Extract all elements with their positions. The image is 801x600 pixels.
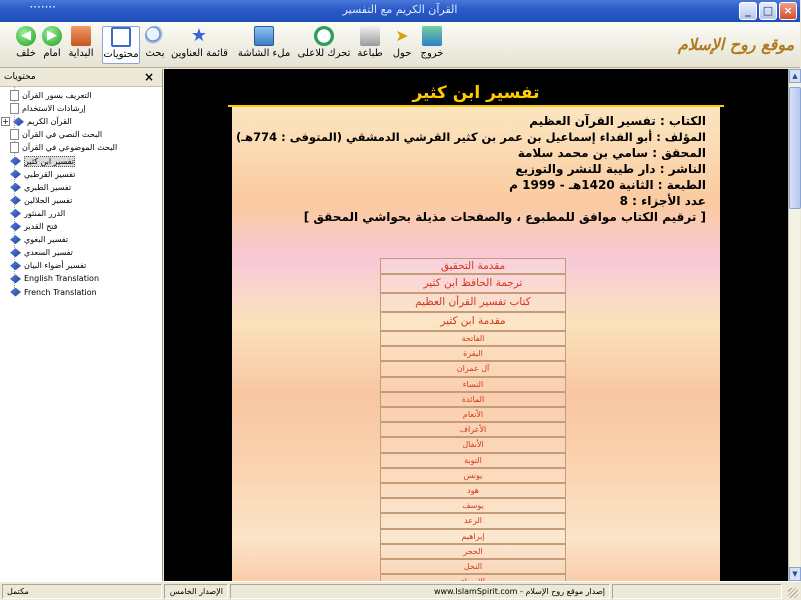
back-button[interactable] [14,26,38,64]
document-icon [10,142,19,153]
exit-button[interactable] [418,26,446,64]
credit-label: إصدار موقع روح الإسلام - www.IslamSpirit.com [230,584,610,599]
scroll-top-label: تحرك للاعلى [297,48,351,59]
minimize-button[interactable]: _ [739,2,757,20]
book-meta-line: المؤلف : أبو الفداء إسماعيل بن عمر بن كثير القرشي الدمشقي (المتوفى : 774هـ) [235,130,706,144]
exit-icon [422,26,442,46]
sidebar-item[interactable] [10,207,65,220]
scroll-top-button[interactable] [296,26,352,64]
book-icon [10,209,21,218]
sidebar-item-label: تفسير البغوي [24,235,69,245]
sidebar-item[interactable] [10,220,58,233]
title-bar [0,0,800,22]
sidebar-item-label: إرشادات الاستخدام [22,104,86,114]
toc-surah-link[interactable]: المائدة [380,392,566,407]
sidebar-item-label: تفسير الطبري [24,182,72,192]
sidebar-item[interactable] [10,102,86,115]
toc-surah-link[interactable]: الأنفال [380,437,566,452]
status-bar [0,581,800,600]
contents-panel-icon [111,27,131,47]
expand-icon[interactable]: + [2,117,9,127]
toc-surah-link[interactable]: هود [380,483,566,498]
book-metadata [235,113,706,225]
sidebar-item[interactable] [10,246,73,259]
favorites-button[interactable] [171,26,227,64]
document-icon [10,103,19,114]
book-heading: تفسير ابن كثير [412,83,540,103]
toc-surah-link[interactable]: الحجر [380,544,566,559]
printer-icon [360,26,380,46]
star-icon: ★ [190,25,208,46]
about-button[interactable] [390,26,414,64]
book-icon [10,183,21,192]
book-icon [10,222,21,231]
favorites-label: قائمة العناوين [171,48,228,59]
book-icon [10,248,21,257]
scroll-up-icon[interactable]: ▲ [789,69,801,83]
scroll-down-icon[interactable]: ▼ [789,567,801,581]
contents-sidebar [0,69,163,581]
fullscreen-button[interactable] [236,26,292,64]
home-icon [71,26,91,46]
screen-icon [254,26,274,46]
content-pane [164,69,788,581]
book-icon [10,170,21,179]
site-logo: موقع روح الإسلام [677,35,795,54]
window-title: القرآن الكريم مع التفسير [342,3,458,16]
close-sidebar-button[interactable]: × [143,70,154,84]
toc-surah-link[interactable]: يوسف [380,498,566,513]
sidebar-item-label: تفسير ابن كثير [25,156,74,166]
forward-label: امام [43,48,61,59]
toc-link[interactable]: ترجمة الحافظ ابن كثير [380,274,566,293]
about-label: حول [392,48,412,59]
sidebar-item-label: التعريف بسور القرآن [22,91,92,100]
app-logo-icon: ꞏꞏꞏꞏꞏꞏꞏ [30,3,57,13]
fullscreen-label: ملء الشاشة [237,48,291,59]
book-meta-line: [ ترقيم الكتاب موافق للمطبوع ، والصفحات مذيلة بحواشي المحقق ] [303,210,706,224]
status-text: مكتمل [2,584,162,599]
back-arrow-icon: ◀ [16,26,36,46]
home-button[interactable] [66,26,96,64]
sidebar-item[interactable] [1,115,72,128]
book-icon [10,288,21,297]
toc-surah-link[interactable]: إبراهيم [380,529,566,544]
book-icon [10,157,21,166]
toc-surah-link[interactable]: الرعد [380,513,566,528]
book-icon [10,261,21,270]
sidebar-item[interactable] [10,286,97,299]
sidebar-item[interactable] [10,168,75,181]
print-label: طباعة [357,48,383,59]
toc-surah-link[interactable]: آل عمران [380,361,566,376]
back-label: خلف [16,48,36,59]
book-meta-line: عدد الأجزاء : 8 [619,194,706,208]
contents-button[interactable] [102,26,140,64]
sidebar-item-label: تفسير الجلالين [24,195,73,205]
sidebar-item[interactable] [10,141,117,154]
sidebar-item-label: French Translation [24,287,97,297]
book-icon [10,196,21,205]
sidebar-item-label: تفسير أضواء البيان [24,261,87,271]
document-icon [10,129,19,140]
search-icon [145,26,165,46]
sidebar-item-label: تفسير القرطبي [24,169,76,179]
cursor-icon: ➤ [395,26,409,45]
forward-button[interactable] [40,26,64,64]
toc-surah-link[interactable]: الأنعام [380,407,566,422]
sidebar-item-label: البحث الموضوعي في القرآن [22,143,118,153]
clock-icon [314,26,334,46]
sidebar-header [0,69,162,87]
close-button[interactable]: × [779,2,797,20]
book-meta-line: الطبعة : الثانية 1420هـ - 1999 م [509,178,706,192]
book-icon [10,274,21,283]
sidebar-item[interactable] [10,194,72,207]
exit-label: خروج [420,48,444,59]
contents-label: محتويات [103,49,139,60]
sidebar-item-label: English Translation [24,274,100,284]
sidebar-item-label: القرآن الكريم [27,117,72,127]
scroll-thumb[interactable] [789,87,801,209]
sidebar-item-label: الدرر المنثور [24,208,66,218]
sidebar-item[interactable] [10,128,102,141]
toc-surah-link[interactable]: النساء [380,377,566,392]
toolbar [0,22,800,68]
status-empty-cell [612,584,782,599]
sidebar-title: محتويات [4,72,36,82]
version-label: الإصدار الخامس [164,584,228,599]
book-icon [13,117,24,126]
sidebar-item[interactable] [10,155,75,168]
book-meta-line: الناشر : دار طيبة للنشر والتوزيع [515,162,706,176]
sidebar-item[interactable] [10,272,99,285]
toc-surah-link[interactable]: الفاتحة [380,331,566,346]
resize-grip-icon[interactable] [788,588,798,598]
search-label: بحث [145,48,165,59]
book-icon [10,235,21,244]
sidebar-item-label: البحث النصي في القرآن [22,130,103,140]
forward-arrow-icon: ▶ [42,26,62,46]
maximize-button[interactable]: □ [759,2,777,20]
vertical-scrollbar[interactable] [788,69,800,581]
toc-surah-link[interactable]: النحل [380,559,566,574]
search-button[interactable] [144,26,166,64]
toc-surah-link[interactable]: يونس [380,468,566,483]
book-meta-line: الكتاب : تفسير القرآن العظيم [529,114,706,128]
toc-surah-link[interactable]: الأعراف [380,422,566,437]
sidebar-item[interactable] [10,259,86,272]
sidebar-item-label: فتح القدير [24,222,58,231]
book-page [232,107,720,587]
toc-link[interactable]: كتاب تفسير القرآن العظيم [380,293,566,312]
toc-surah-link[interactable]: البقرة [380,346,566,361]
sidebar-item[interactable] [10,181,71,194]
home-label: البداية [68,48,94,59]
sidebar-item[interactable] [10,89,92,102]
toc-link[interactable]: مقدمة ابن كثير [380,312,566,331]
sidebar-item[interactable] [10,233,68,246]
document-icon [10,90,19,101]
book-meta-line: المحقق : سامي بن محمد سلامة [517,146,706,160]
print-button[interactable] [356,26,384,64]
toc-surah-link[interactable]: التوبة [380,453,566,468]
toc-link[interactable]: مقدمة التحقيق [380,258,566,274]
sidebar-item-label: تفسير السعدي [24,248,73,258]
